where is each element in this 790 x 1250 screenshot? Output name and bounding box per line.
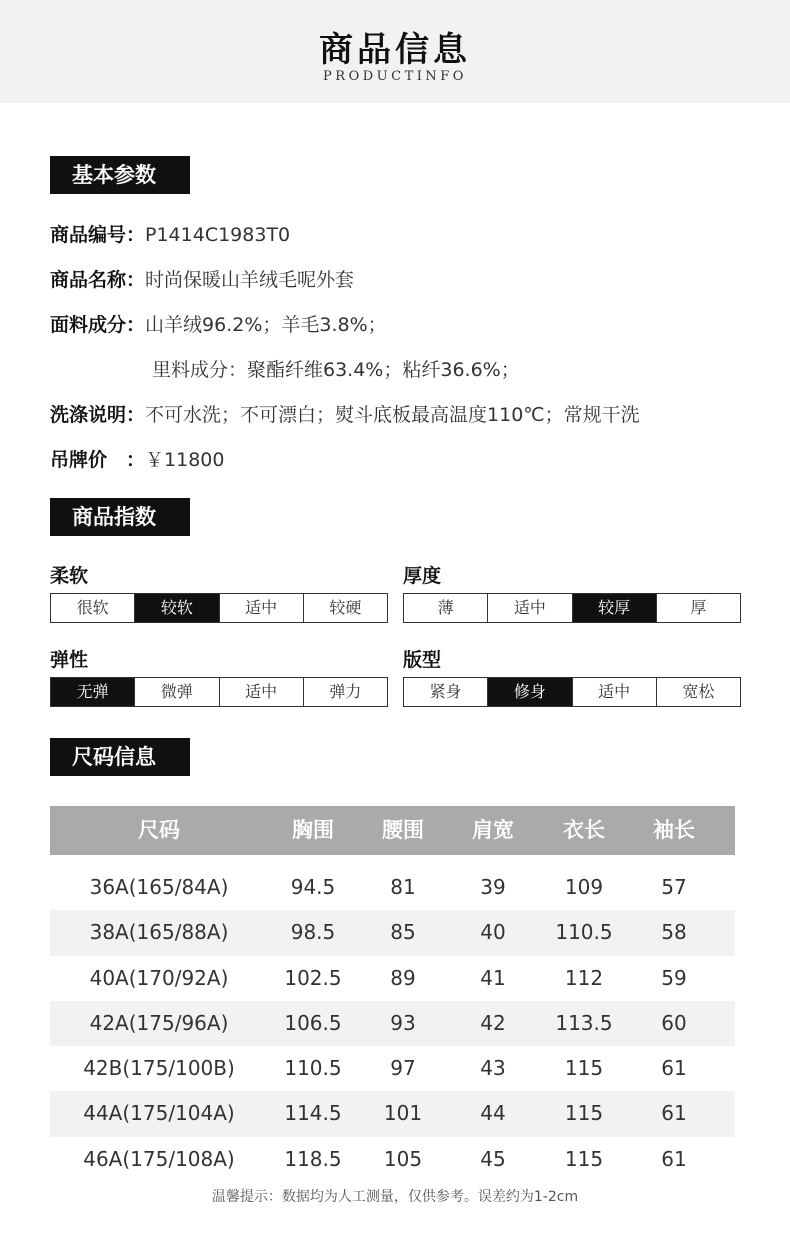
table-cell: 44A(175/104A): [83, 1101, 235, 1126]
table-cell: 58: [661, 920, 687, 945]
table-cell: 38A(165/88A): [89, 920, 229, 945]
table-cell: 102.5: [284, 965, 342, 990]
table-cell: 112: [564, 965, 604, 990]
size-table: [50, 806, 735, 1182]
header-cell: 胸围: [292, 818, 334, 842]
index-option: 厚: [690, 598, 707, 617]
table-cell: 40A(170/92A): [89, 965, 229, 990]
index-option: 适中: [573, 678, 657, 706]
index-option: 薄: [404, 594, 488, 622]
header-cell: 衣长: [563, 818, 605, 842]
param-key: 面料成分：: [50, 314, 146, 336]
table-cell: 39: [480, 875, 506, 899]
section-label-basic: 基本参数: [50, 156, 190, 194]
page-title: 商品信息: [319, 30, 471, 70]
table-cell: 81: [390, 875, 416, 899]
param-row-code: [50, 220, 290, 250]
table-row: [50, 1137, 735, 1182]
param-row-fabric: [50, 310, 387, 340]
table-cell: 101: [383, 1101, 423, 1126]
table-cell: 115: [564, 1056, 604, 1081]
index-group-thickness: [403, 563, 741, 623]
table-cell: 109: [564, 875, 604, 899]
header-cell: 腰围: [382, 818, 424, 842]
table-cell: 44: [480, 1101, 506, 1126]
table-cell: 110.5: [555, 920, 613, 945]
index-option: 无弹: [51, 678, 135, 706]
table-cell: 40: [480, 920, 506, 945]
table-cell: 41: [480, 965, 506, 990]
param-row-price: [50, 445, 224, 475]
table-row: [50, 1046, 735, 1091]
section-label-index: 商品指数: [50, 498, 190, 536]
param-value: ￥11800: [145, 449, 225, 471]
index-title: 弹性: [50, 649, 89, 671]
size-table-header: [50, 806, 735, 855]
table-cell: 46A(175/108A): [83, 1146, 235, 1171]
page-header: [0, 0, 790, 103]
index-scale: [50, 677, 388, 707]
index-option: 修身: [488, 678, 572, 706]
section-label-size: 尺码信息: [50, 738, 190, 776]
table-cell: 118.5: [284, 1146, 342, 1171]
table-cell: 115: [564, 1146, 604, 1171]
table-row: [50, 1091, 735, 1136]
table-cell: 59: [661, 965, 687, 990]
index-title: 版型: [403, 649, 442, 671]
measurement-note: 温馨提示：数据均为人工测量，仅供参考。误差约为1-2cm: [211, 1189, 579, 1205]
param-value: 不可水洗；不可漂白；熨斗底板最高温度110℃；常规干洗: [145, 404, 640, 426]
index-option: 弹力: [329, 682, 362, 701]
page-subtitle: PRODUCTINFO: [323, 69, 467, 84]
table-row: [50, 956, 735, 1001]
index-group-softness: [50, 563, 388, 623]
param-key: 商品名称：: [50, 269, 146, 291]
table-cell: 94.5: [290, 875, 336, 899]
table-cell: 36A(165/84A): [89, 875, 229, 899]
table-cell: 114.5: [284, 1101, 342, 1126]
param-key: 吊牌价 ：: [50, 449, 146, 471]
index-title: 柔软: [50, 565, 89, 587]
index-group-elasticity: [50, 647, 388, 707]
table-cell: 45: [480, 1146, 506, 1171]
table-cell: 57: [661, 875, 687, 899]
index-option: 适中: [488, 594, 572, 622]
index-scale: [50, 593, 388, 623]
table-row: [50, 910, 735, 955]
header-cell: 袖长: [653, 818, 695, 842]
table-row: [50, 865, 735, 910]
table-cell: 115: [564, 1101, 604, 1126]
table-cell: 98.5: [290, 920, 336, 945]
param-row-name: [50, 265, 354, 295]
table-cell: 97: [390, 1056, 416, 1081]
index-option: 宽松: [682, 682, 715, 701]
param-row-washing: [50, 400, 640, 430]
index-scale: [403, 677, 741, 707]
table-cell: 42: [480, 1010, 506, 1035]
size-table-body: [50, 855, 735, 1182]
param-value: 山羊绒96.2%；羊毛3.8%；: [145, 314, 387, 336]
index-option: 微弹: [135, 678, 219, 706]
table-cell: 106.5: [284, 1010, 342, 1035]
index-group-fit: [403, 647, 741, 707]
table-cell: 113.5: [555, 1010, 613, 1035]
table-cell: 61: [661, 1101, 687, 1126]
table-row: [50, 1001, 735, 1046]
param-key: 商品编号：: [50, 224, 146, 246]
table-cell: 61: [661, 1146, 687, 1171]
table-cell: 60: [661, 1010, 687, 1035]
index-title: 厚度: [403, 565, 442, 587]
param-row-lining: [152, 355, 520, 385]
index-option: 较硬: [329, 598, 362, 617]
index-option: 紧身: [404, 678, 488, 706]
index-option: 适中: [220, 678, 304, 706]
index-option: 很软: [51, 594, 135, 622]
index-option: 较软: [135, 594, 219, 622]
param-value: 时尚保暖山羊绒毛呢外套: [145, 269, 355, 291]
param-value: P1414C1983T0: [145, 224, 291, 246]
param-key: 洗涤说明：: [50, 404, 146, 426]
table-cell: 105: [383, 1146, 423, 1171]
table-cell: 42B(175/100B): [83, 1056, 235, 1081]
header-cell: 尺码: [138, 818, 180, 842]
table-cell: 110.5: [284, 1056, 342, 1081]
index-scale: [403, 593, 741, 623]
table-cell: 93: [390, 1010, 416, 1035]
index-option: 适中: [220, 594, 304, 622]
index-option: 较厚: [573, 594, 657, 622]
param-value: 里料成分：聚酯纤维63.4%；粘纤36.6%；: [152, 359, 520, 381]
header-cell: 肩宽: [472, 818, 514, 842]
table-cell: 43: [480, 1056, 506, 1081]
table-cell: 89: [390, 965, 416, 990]
table-cell: 85: [390, 920, 416, 945]
table-cell: 42A(175/96A): [89, 1010, 229, 1035]
table-cell: 61: [661, 1056, 687, 1081]
